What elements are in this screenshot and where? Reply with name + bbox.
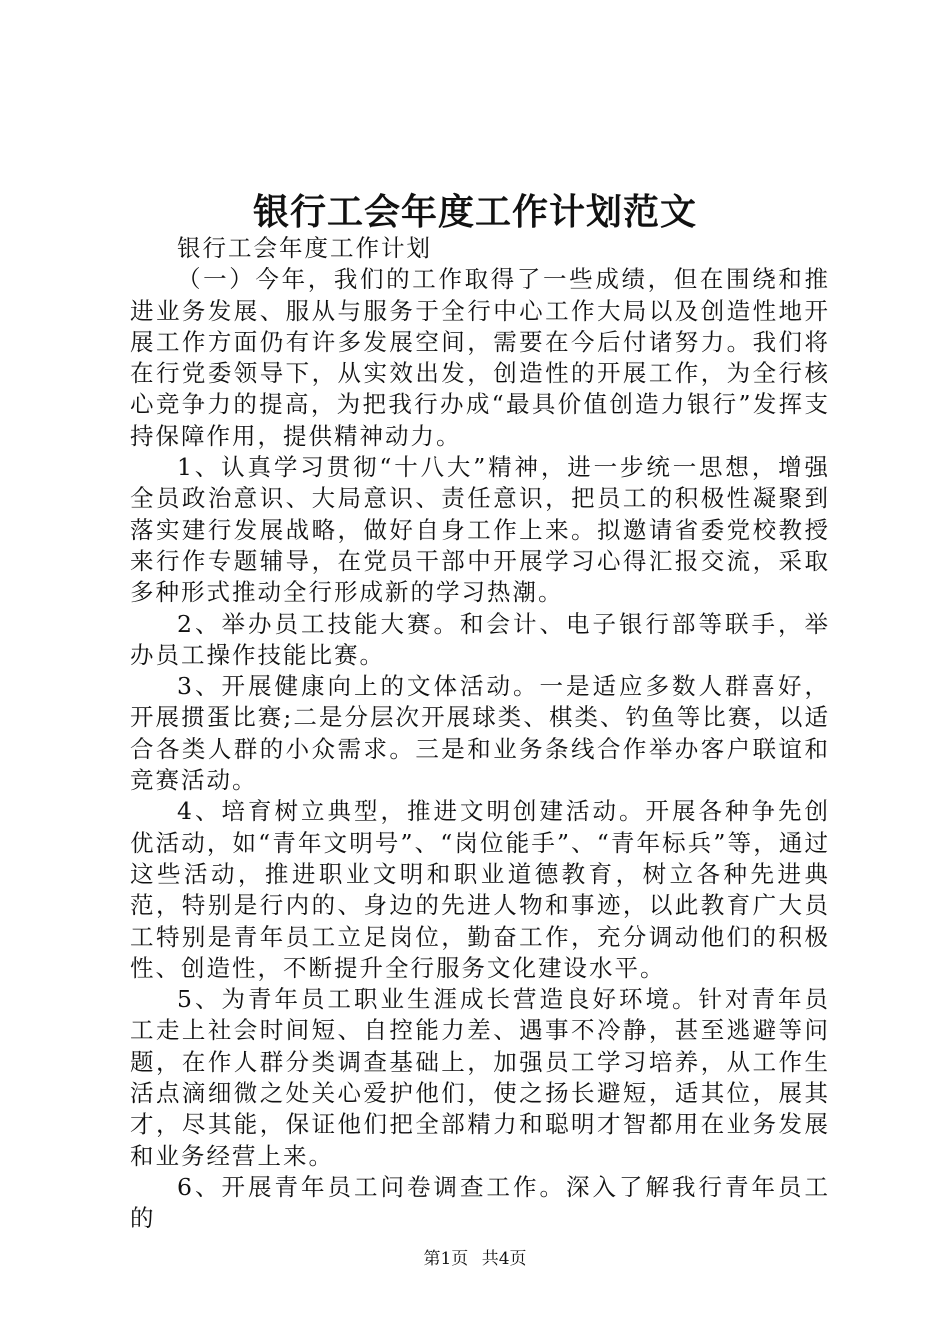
paragraph-item-2: 2、举办员工技能大赛。和会计、电子银行部等联手，举办员工操作技能比赛。: [130, 609, 830, 669]
document-title: 银行工会年度工作计划范文: [252, 191, 697, 233]
page-number: 第1页: [423, 1249, 469, 1269]
paragraph-intro: （一）今年，我们的工作取得了一些成绩，但在围绕和推进业务发展、服从与服务于全行中心工作大局以及创造性地开展工作方面仍有许多发展空间，需要在今后付诸努力。我们将在行党委领导下，从实效出发，创造性的开展工作，为全行核心竞争力的提高，为把我行办成“最具价值创造力银行”发挥支持保障作用，提供精神动力。: [130, 265, 830, 450]
page-total: 共4页: [481, 1249, 527, 1269]
paragraph-item-1: 1、认真学习贯彻“十八大”精神，进一步统一思想，增强全员政治意识、大局意识、责任意识，把员工的积极性凝聚到落实建行发展战略，做好自身工作上来。拟邀请省委党校教授来行作专题辅导，在党员干部中开展学习心得汇报交流，采取多种形式推动全行形成新的学习热潮。: [130, 453, 830, 607]
paragraph-item-3: 3、开展健康向上的文体活动。一是适应多数人群喜好，开展掼蛋比赛;二是分层次开展球类、棋类、钓鱼等比赛，以适合各类人群的小众需求。三是和业务条线合作举办客户联谊和竞赛活动。: [130, 672, 830, 795]
document-subtitle: 银行工会年度工作计划: [177, 234, 432, 262]
document-body: [130, 233, 830, 1235]
paragraph-item-5: 5、为青年员工职业生涯成长营造良好环境。针对青年员工走上社会时间短、自控能力差、遇事不冷静，甚至逃避等问题，在作人群分类调查基础上，加强员工学习培养，从工作生活点滴细微之处关心爱护他们，使之扬长避短，适其位，展其才，尽其能，保证他们把全部精力和聪明才智都用在业务发展和业务经营上来。: [130, 985, 830, 1170]
page-footer: [0, 1244, 950, 1269]
paragraph-item-6: 6、开展青年员工问卷调查工作。深入了解我行青年员工的: [130, 1172, 830, 1233]
paragraph-item-4: 4、培育树立典型，推进文明创建活动。开展各种争先创优活动，如“青年文明号”、“岗位能手”、“青年标兵”等，通过这些活动，推进职业文明和职业道德教育，树立各种先进典范，特别是行内的、身边的先进人物和事迹，以此教育广大员工特别是青年员工立足岗位，勤奋工作，充分调动他们的积极性、创造性，不断提升全行服务文化建设水平。: [130, 797, 830, 982]
